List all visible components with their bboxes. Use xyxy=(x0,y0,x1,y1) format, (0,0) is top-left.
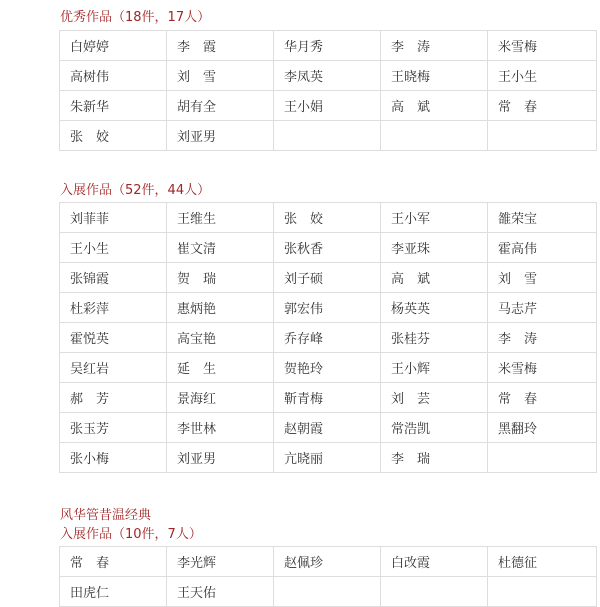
name-cell: 刘 雪 xyxy=(167,61,274,91)
name-cell: 王天佑 xyxy=(167,577,274,607)
section-heading: 入展作品（10件，7人） xyxy=(60,527,202,542)
name-cell: 张锦霞 xyxy=(60,263,167,293)
name-cell: 李世林 xyxy=(167,413,274,443)
empty-cell xyxy=(488,121,597,151)
empty-cell xyxy=(381,577,488,607)
name-table xyxy=(59,202,597,473)
name-cell: 王小生 xyxy=(488,61,597,91)
name-cell: 崔文清 xyxy=(167,233,274,263)
name-cell: 李亚珠 xyxy=(381,233,488,263)
name-cell: 王维生 xyxy=(167,203,274,233)
name-cell: 杜彩萍 xyxy=(60,293,167,323)
name-cell: 高树伟 xyxy=(60,61,167,91)
name-cell: 赵朝霞 xyxy=(274,413,381,443)
name-cell: 朱新华 xyxy=(60,91,167,121)
empty-cell xyxy=(381,121,488,151)
name-cell: 张秋香 xyxy=(274,233,381,263)
name-cell: 张玉芳 xyxy=(60,413,167,443)
table-row xyxy=(60,121,597,151)
name-cell: 贺艳玲 xyxy=(274,353,381,383)
name-cell: 霍高伟 xyxy=(488,233,597,263)
name-cell: 刘菲菲 xyxy=(60,203,167,233)
name-cell: 刘 芸 xyxy=(381,383,488,413)
name-cell: 张 姣 xyxy=(274,203,381,233)
name-cell: 米雪梅 xyxy=(488,31,597,61)
section-heading: 优秀作品（18件，17人） xyxy=(60,10,211,25)
name-cell: 马志芹 xyxy=(488,293,597,323)
table-row xyxy=(60,443,597,473)
table-row xyxy=(60,323,597,353)
name-cell: 李 瑞 xyxy=(381,443,488,473)
table-row xyxy=(60,263,597,293)
name-cell: 王小辉 xyxy=(381,353,488,383)
name-cell: 田虎仁 xyxy=(60,577,167,607)
name-cell: 白改霞 xyxy=(381,547,488,577)
name-cell: 李凤英 xyxy=(274,61,381,91)
name-cell: 刘亚男 xyxy=(167,121,274,151)
name-cell: 李光辉 xyxy=(167,547,274,577)
empty-cell xyxy=(274,577,381,607)
name-cell: 白婷婷 xyxy=(60,31,167,61)
name-cell: 常 春 xyxy=(488,383,597,413)
name-cell: 雒荣宝 xyxy=(488,203,597,233)
empty-cell xyxy=(274,121,381,151)
name-cell: 王小军 xyxy=(381,203,488,233)
section-title: 风华管昔温经典 xyxy=(60,508,152,523)
table-row xyxy=(60,353,597,383)
name-cell: 贺 瑞 xyxy=(167,263,274,293)
name-cell: 霍悦英 xyxy=(60,323,167,353)
name-cell: 吴红岩 xyxy=(60,353,167,383)
name-cell: 常 春 xyxy=(488,91,597,121)
table-row xyxy=(60,547,597,577)
name-cell: 靳青梅 xyxy=(274,383,381,413)
name-cell: 景海红 xyxy=(167,383,274,413)
table-row xyxy=(60,91,597,121)
name-cell: 华月秀 xyxy=(274,31,381,61)
name-cell: 米雪梅 xyxy=(488,353,597,383)
table-row xyxy=(60,293,597,323)
name-cell: 王小娟 xyxy=(274,91,381,121)
empty-cell xyxy=(488,443,597,473)
name-cell: 延 生 xyxy=(167,353,274,383)
name-cell: 杨英英 xyxy=(381,293,488,323)
name-cell: 高宝艳 xyxy=(167,323,274,353)
name-cell: 胡有全 xyxy=(167,91,274,121)
name-cell: 惠炳艳 xyxy=(167,293,274,323)
table-row xyxy=(60,413,597,443)
table-row xyxy=(60,383,597,413)
name-cell: 李 涛 xyxy=(381,31,488,61)
name-cell: 刘亚男 xyxy=(167,443,274,473)
name-cell: 张小梅 xyxy=(60,443,167,473)
name-cell: 杜德征 xyxy=(488,547,597,577)
name-cell: 亢晓丽 xyxy=(274,443,381,473)
name-cell: 王晓梅 xyxy=(381,61,488,91)
name-cell: 张 姣 xyxy=(60,121,167,151)
name-cell: 常浩凯 xyxy=(381,413,488,443)
name-cell: 高 斌 xyxy=(381,263,488,293)
table-row xyxy=(60,61,597,91)
section-heading: 入展作品（52件，44人） xyxy=(60,183,211,198)
name-cell: 李 涛 xyxy=(488,323,597,353)
name-cell: 乔存峰 xyxy=(274,323,381,353)
name-cell: 黑翻玲 xyxy=(488,413,597,443)
name-cell: 郝 芳 xyxy=(60,383,167,413)
name-cell: 张桂芬 xyxy=(381,323,488,353)
empty-cell xyxy=(488,577,597,607)
name-cell: 高 斌 xyxy=(381,91,488,121)
name-cell: 刘 雪 xyxy=(488,263,597,293)
name-table xyxy=(59,30,597,151)
name-cell: 刘子硕 xyxy=(274,263,381,293)
table-row xyxy=(60,203,597,233)
name-cell: 常 春 xyxy=(60,547,167,577)
table-row xyxy=(60,577,597,607)
name-cell: 郭宏伟 xyxy=(274,293,381,323)
name-table xyxy=(59,546,597,607)
name-cell: 李 霞 xyxy=(167,31,274,61)
table-row xyxy=(60,233,597,263)
table-row xyxy=(60,31,597,61)
name-cell: 赵佩珍 xyxy=(274,547,381,577)
name-cell: 王小生 xyxy=(60,233,167,263)
